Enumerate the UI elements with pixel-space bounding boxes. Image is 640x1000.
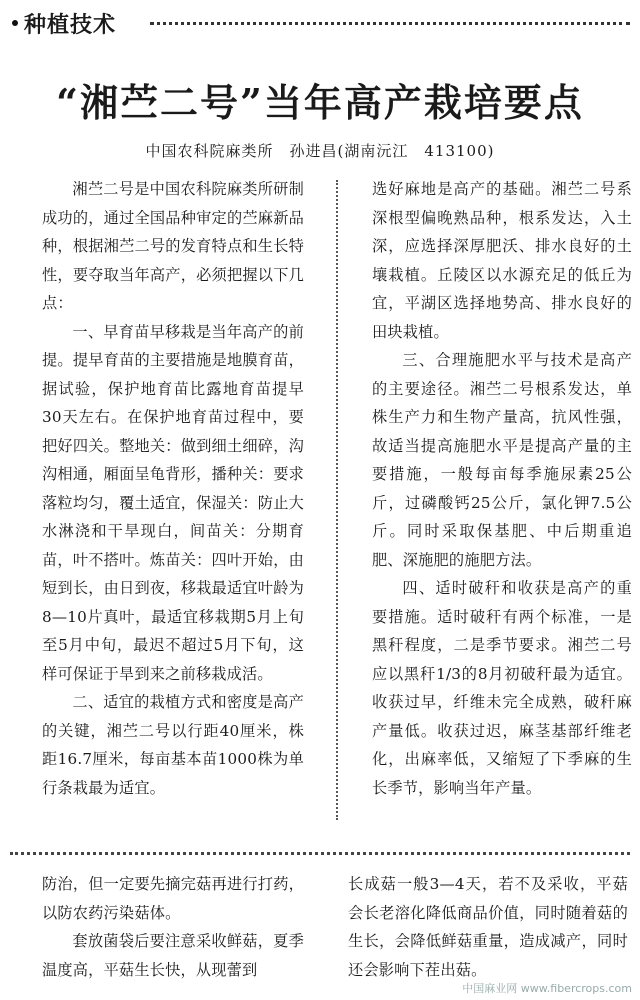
paragraph: 一、早育苗早移栽是当年高产的前提。提早育苗的主要措施是地膜育苗，据试验，保护地育苗比露地育苗提早30天左右。在保护地育苗过程中，要把好四关。整地关：做到细土细碎，沟沟相通，厢面呈龟背形，播种关：要求落粒均匀，覆土适宜，保湿关：防止大水淋浇和干旱现白，间苗关：分期育苗，叶不搭叶。炼苗关：四叶开始，由短到长，由日到夜，移栽最适宜叶龄为8—10片真叶，最适宜移栽期5月上旬至5月中旬，最迟不超过5月下旬，这样可保证于旱到来之前移栽成活。 [42, 322, 304, 683]
section-label: 种植技术 [24, 13, 117, 38]
next-article-right [348, 870, 628, 984]
paragraph: 长成菇一般3—4天，若不及采收，平菇会长老溶化降低商品价值，同时随着菇的生长，会降低鲜菇重量，造成减产，同时还会影响下茬出菇。 [348, 875, 628, 979]
next-article-left [42, 870, 304, 984]
paragraph: 套放菌袋后要注意采收鲜菇，夏季温度高，平菇生长快，从现蕾到 [42, 932, 304, 979]
left-column [42, 175, 304, 802]
paragraph: 选好麻地是高产的基础。湘苎二号系深根型偏晚熟品种，根系发达，入土深，应选择深厚肥沃、排水良好的土壤栽植。丘陵区以水源充足的低丘为宜，平湖区选择地势高、排水良好的田块栽植。 [372, 180, 632, 341]
paragraph: 三、合理施肥水平与技术是高产的主要途径。湘苎二号根系发达，单株生产力和生物产量高，抗风性强，故适当提高施肥水平是提高产量的主要措施，一般每亩每季施尿素25公斤，过磷酸钙25公斤，氯化钾7.5公斤。同时采取保基肥、中后期重追肥、深施肥的施肥方法。 [372, 351, 632, 569]
paragraph: 湘苎二号是中国农科院麻类所研制成功的，通过全国品种审定的苎麻新品种，根据湘苎二号的发育特点和生长特性，要夺取当年高产，必须把握以下几点： [42, 180, 304, 312]
column-divider [336, 180, 338, 820]
paragraph: 四、适时破秆和收获是高产的重要措施。适时破秆有两个标准，一是黑秆程度，二是季节要求。湘苎二号应以黑秆1/3的8月初破秆最为适宜。收获过早，纤维未完全成熟，破秆麻产量低。收获过迟，麻茎基部纤维老化，出麻率低，又缩短了下季麻的生长季节，影响当年产量。 [372, 579, 632, 797]
paragraph: 防治，但一定要先摘完菇再进行打药，以防农药污染菇体。 [42, 875, 304, 922]
bullet-dot [12, 20, 18, 26]
dotted-rule [150, 22, 630, 25]
paragraph: 二、适宜的栽植方式和密度是高产的关键，湘苎二号以行距40厘米，株距16.7厘米，每亩基本苗1000株为单行条栽最为适宜。 [42, 693, 304, 797]
article-byline: 中国农科院麻类所 孙进昌(湖南沅江 413100) [145, 142, 495, 160]
watermark: 中国麻业网 www.fibercrops.com [462, 982, 632, 995]
section-separator [10, 852, 630, 855]
right-column [372, 175, 632, 802]
article-title: “湘苎二号”当年高产栽培要点 [56, 80, 584, 125]
section-header [0, 0, 640, 48]
